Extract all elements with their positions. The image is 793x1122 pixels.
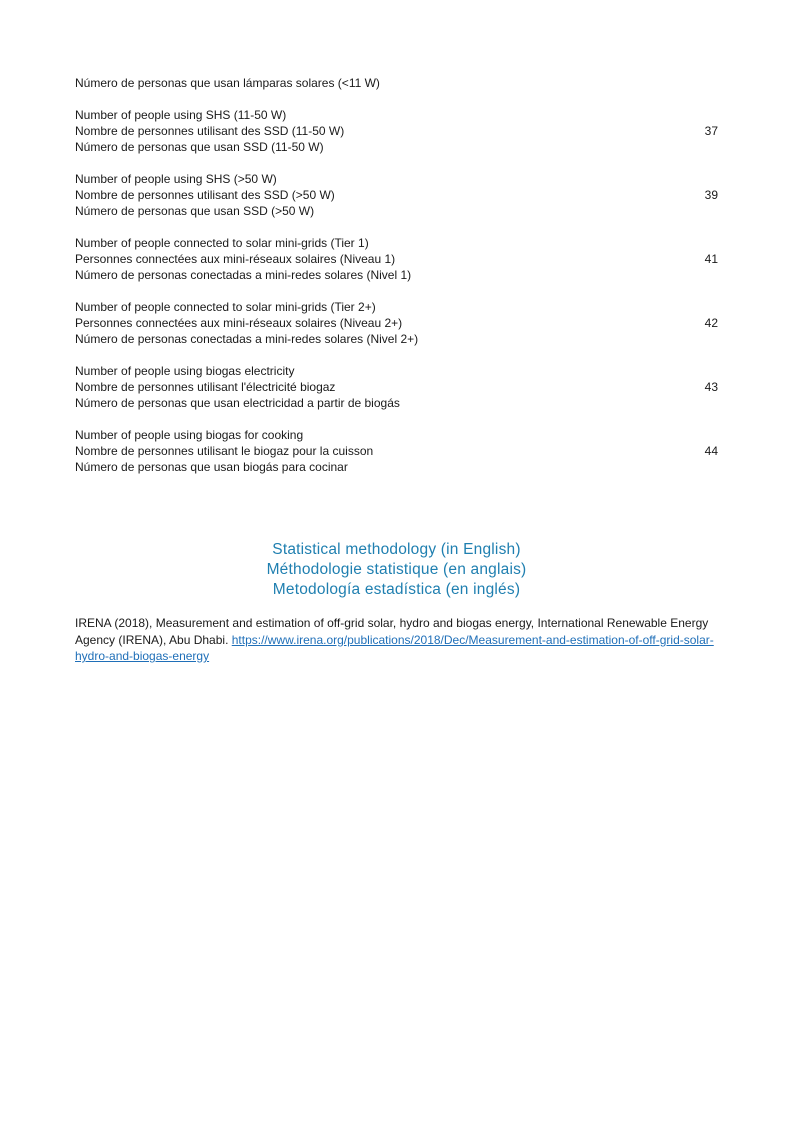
reference-citation: IRENA (2018), Measurement and estimation of off-grid solar, hydro and biogas energy, International Renewable Energy Agency (IRENA), Abu Dhabi. [75, 616, 709, 647]
toc-entry-spanish: Número de personas que usan electricidad a partir de biogás [75, 396, 400, 410]
toc-entry-english: Number of people connected to solar mini-grids (Tier 1) [75, 236, 369, 250]
toc-entry-french: Nombre de personnes utilisant des SSD (>50 W) [75, 188, 335, 202]
toc-entry-english: Number of people using biogas electricity [75, 364, 295, 378]
toc-page-number: 41 [704, 252, 718, 266]
reference-link[interactable]: https://www.irena.org/publications/2018/Dec/Measurement-and-estimation-of-off-grid-solar-hydro-and-biogas-energy [75, 632, 714, 663]
toc-entry-spanish: Número de personas que usan SSD (11-50 W) [75, 140, 324, 154]
toc-entry[interactable] [75, 299, 718, 347]
toc-entry-french: Nombre de personnes utilisant le biogaz pour la cuisson [75, 444, 374, 458]
toc-entry-french: Personnes connectées aux mini-réseaux solaires (Niveau 1) [75, 252, 396, 266]
toc-entry[interactable] [75, 235, 718, 283]
methodology-heading-english: Statistical methodology (in English) [272, 541, 521, 558]
methodology-reference [75, 615, 720, 665]
methodology-heading [0, 540, 793, 600]
toc-entry-english: Number of people connected to solar mini-grids (Tier 2+) [75, 300, 376, 314]
toc-entry-english: Number of people using SHS (>50 W) [75, 172, 277, 186]
toc-entry-spanish: Número de personas que usan biogás para cocinar [75, 460, 348, 474]
toc-page-number: 44 [704, 444, 718, 458]
methodology-heading-french: Méthodologie statistique (en anglais) [266, 561, 527, 578]
toc-entry-french: Personnes connectées aux mini-réseaux solaires (Niveau 2+) [75, 316, 403, 330]
methodology-heading-spanish: Metodología estadística (en inglés) [272, 581, 521, 598]
toc-entry-english: Number of people using SHS (11-50 W) [75, 108, 287, 122]
toc-entry[interactable] [75, 427, 718, 475]
toc-entry-english: Number of people using biogas for cooking [75, 428, 304, 442]
toc-page-number: 42 [704, 316, 718, 330]
toc-entry[interactable] [75, 363, 718, 411]
toc-page-number: 39 [704, 188, 718, 202]
toc-continuation-line: Número de personas que usan lámparas solares (<11 W) [75, 76, 380, 90]
toc-page-number: 37 [704, 124, 718, 138]
toc-entry[interactable] [75, 171, 718, 219]
table-of-contents [75, 107, 718, 491]
toc-entry-french: Nombre de personnes utilisant des SSD (11-50 W) [75, 124, 345, 138]
toc-entry[interactable] [75, 107, 718, 155]
toc-page-number: 43 [704, 380, 718, 394]
toc-entry-french: Nombre de personnes utilisant l'électricité biogaz [75, 380, 336, 394]
toc-entry-spanish: Número de personas conectadas a mini-redes solares (Nivel 1) [75, 268, 412, 282]
toc-entry-spanish: Número de personas conectadas a mini-redes solares (Nivel 2+) [75, 332, 419, 346]
toc-entry-spanish: Número de personas que usan SSD (>50 W) [75, 204, 315, 218]
